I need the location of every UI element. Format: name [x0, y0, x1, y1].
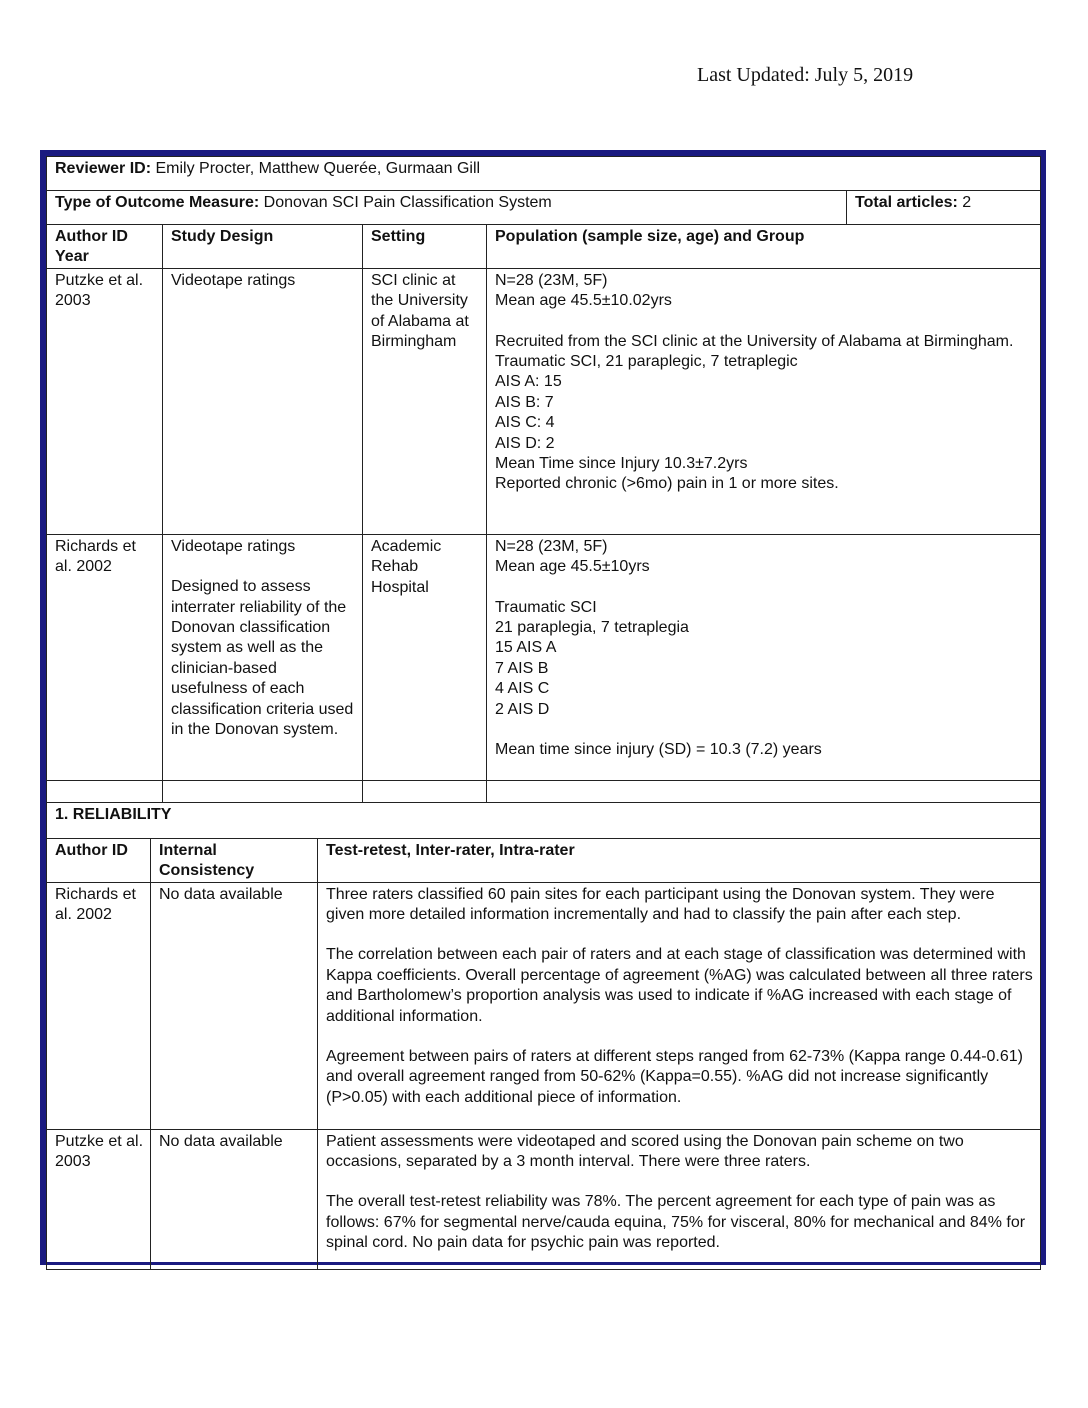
last-updated-date: Last Updated: July 5, 2019 — [697, 64, 914, 86]
reviewer-row — [47, 157, 1041, 191]
header-author-id: Author ID — [47, 839, 151, 882]
total-articles-value: 2 — [957, 194, 972, 211]
studies-table — [46, 156, 1041, 839]
blank-line — [495, 312, 1034, 332]
total-articles-label: Total articles: — [855, 194, 958, 211]
blank-line — [171, 557, 356, 577]
blank-line — [326, 925, 1034, 945]
reliability-paragraph: Patient assessments were videotaped and scored using the Donovan pain scheme on two occasions, separated by a 3 month interval. There were three raters. — [326, 1132, 964, 1171]
internal-consistency-value: No data available — [151, 882, 318, 1129]
table-row — [47, 1129, 1041, 1269]
blank-line — [326, 1027, 1034, 1047]
header-study-design: Study Design — [163, 225, 363, 269]
outcome-measure-value: Donovan SCI Pain Classification System — [259, 194, 552, 211]
reliability-paragraph: The overall test-retest reliability was 78%. The percent agreement for each type of pain was as follows: 67% for segmental nerve/cauda equina, 75% for visceral, 80% for mechanical and 84% for spinal cord. No pain data for psychic pain was reported. — [326, 1193, 1026, 1252]
study-author: Putzke et al. 2003 — [47, 268, 163, 534]
review-table-frame — [40, 150, 1046, 1265]
population-line: Reported chronic (>6mo) pain in 1 or more sites. — [495, 475, 839, 493]
header-population: Population (sample size, age) and Group — [487, 225, 1041, 269]
study-setting: SCI clinic at the University of Alabama at Birmingham — [363, 268, 487, 534]
population-line: N=28 (23M, 5F) — [495, 271, 608, 289]
population-line: Mean age 45.5±10yrs — [495, 558, 650, 576]
reliability-text — [318, 1129, 1041, 1269]
reliability-table — [46, 839, 1041, 1270]
total-articles-cell — [847, 191, 1041, 225]
population-line: Mean Time since Injury 10.3±7.2yrs — [495, 455, 748, 473]
design-line: Videotape ratings — [171, 271, 296, 289]
reviewer-label: Reviewer ID: — [55, 160, 152, 177]
population-line: AIS B: 7 — [495, 393, 554, 411]
reliability-paragraph: The correlation between each pair of raters and at each stage of classification was determined with Kappa coefficients. Overall percentage of agreement (%AG) was calculated between all three raters and Bartholomew’s proportion analysis was used to indicate if %AG increased with each stage of additional information. — [326, 946, 1033, 1025]
table-row — [47, 534, 1041, 780]
internal-consistency-value: No data available — [151, 1129, 318, 1269]
population-line: 21 paraplegia, 7 tetraplegia — [495, 619, 689, 637]
population-line: Traumatic SCI — [495, 598, 597, 616]
table-row — [47, 882, 1041, 1129]
empty-row — [47, 780, 1041, 802]
study-population — [487, 534, 1041, 780]
header-author-id-year: Author ID Year — [47, 225, 163, 269]
outcome-measure-cell — [47, 191, 847, 225]
blank-line — [326, 1172, 1034, 1192]
population-line: Mean time since injury (SD) = 10.3 (7.2) years — [495, 741, 822, 759]
reliability-section-title: 1. RELIABILITY — [47, 802, 1041, 838]
population-line: Mean age 45.5±10.02yrs — [495, 292, 672, 310]
population-line: AIS C: 4 — [495, 414, 555, 432]
population-line: Recruited from the SCI clinic at the University of Alabama at Birmingham. — [495, 332, 1014, 350]
header-internal-consistency: Internal Consistency — [151, 839, 318, 882]
study-design — [163, 534, 363, 780]
population-line: Traumatic SCI, 21 paraplegic, 7 tetraplegic — [495, 353, 798, 371]
reviewer-names: Emily Procter, Matthew Querée, Gurmaan Gill — [151, 160, 481, 177]
outcome-measure-label: Type of Outcome Measure: — [55, 194, 260, 211]
population-line: 7 AIS B — [495, 659, 549, 677]
reliability-paragraph: Agreement between pairs of raters at different steps ranged from 62-73% (Kappa range 0.44-0.61) and overall agreement ranged from 50-62% (Kappa=0.55). %AG did not increase significantly (P>0.05) with each additional piece of information. — [326, 1048, 1023, 1106]
study-setting: Academic Rehab Hospital — [363, 534, 487, 780]
header-setting: Setting — [363, 225, 487, 269]
population-line: AIS A: 15 — [495, 373, 562, 391]
blank-line — [495, 578, 1034, 598]
population-line: 2 AIS D — [495, 700, 550, 718]
population-line: 4 AIS C — [495, 680, 550, 698]
population-line: 15 AIS A — [495, 639, 557, 657]
study-population — [487, 268, 1041, 534]
population-line: N=28 (23M, 5F) — [495, 537, 608, 555]
reliability-text — [318, 882, 1041, 1129]
study-author: Richards et al. 2002 — [47, 534, 163, 780]
reliability-author: Putzke et al. 2003 — [47, 1129, 151, 1269]
study-design — [163, 268, 363, 534]
reliability-paragraph: Three raters classified 60 pain sites for each participant using the Donovan system. They were given more detailed information incrementally and had to classify the pain after each step. — [326, 885, 995, 924]
table-row — [47, 268, 1041, 534]
header-test-retest: Test-retest, Inter-rater, Intra-rater — [318, 839, 1041, 882]
design-line: Designed to assess interrater reliability of the Donovan classification system as well as the clinician-based usefulness of each classification criteria used in the Donovan system. — [171, 578, 354, 739]
design-line: Videotape ratings — [171, 537, 296, 555]
blank-line — [495, 720, 1034, 740]
population-line: AIS D: 2 — [495, 434, 555, 452]
reliability-author: Richards et al. 2002 — [47, 882, 151, 1129]
